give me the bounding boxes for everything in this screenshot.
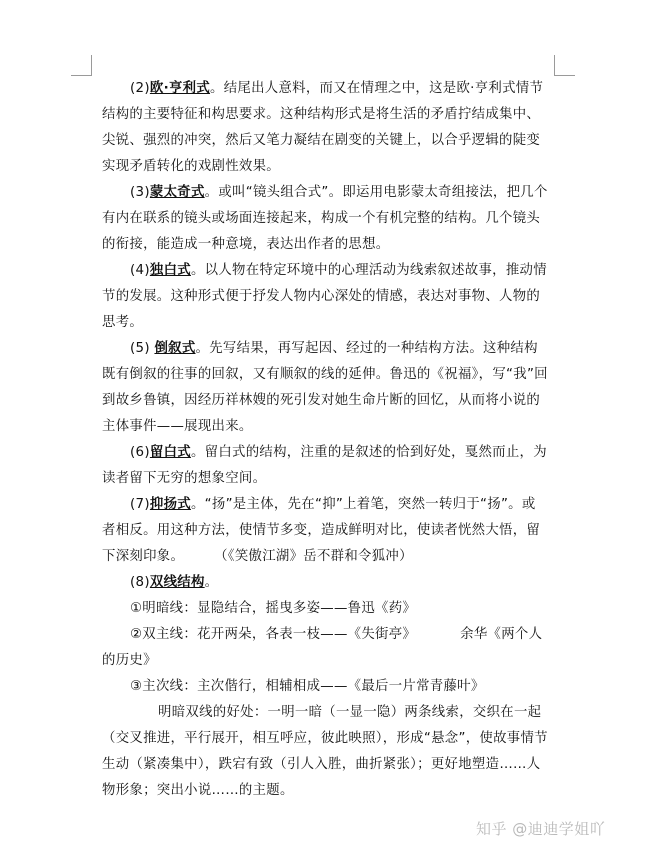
paragraph-closing: 明暗双线的好处：一明一暗（一显一隐）两条线索，交织在一起（交叉推进，平行展开，相互呼应，彼此映照），形成“悬念”，使故事情节生动（紧凑集中），跌宕有致（引人入胜，曲折紧张）；更好地塑造……人物形象；突出小说……的主题。: [102, 705, 548, 798]
paragraph-contrast: [102, 492, 549, 570]
item-number: (8): [130, 575, 150, 590]
term-flashback: 倒叙式: [154, 341, 196, 356]
paragraph-text: 。留白式的结构，注重的是叙述的恰到好处，戛然而止，为读者留下无穷的想象空间。: [102, 445, 547, 486]
list-item-text: ①明暗线：显隐结合，摇曳多姿——鲁迅《药》: [130, 601, 417, 616]
paragraph-text: 。或叫“镜头组合式”。即运用电影蒙太奇组接法，把几个有内在联系的镜头或场面连接起来，构成一个有机完整的结构。几个镜头的衔接，能造成一种意境，表达出作者的思想。: [102, 185, 548, 252]
item-number: (4): [130, 263, 150, 278]
page-corner-mark-top-right: [554, 55, 575, 76]
paragraph-text: 。结尾出人意料，而又在情理之中，这是欧·亨利式情节结构的主要特征和构思要求。这种结构形式是将生活的矛盾拧结成集中、尖锐、强烈的冲突，然后又笔力凝结在剧变的关键上，以合乎逻辑的陡变实现矛盾转化的戏剧性效果。: [102, 81, 544, 174]
item-number: (5): [130, 341, 150, 356]
paragraph-text: 。“扬”是主体，先在“抑”上着笔，突然一转归于“扬”。或者相反。用这种方法，使情节多变，造成鲜明对比，使读者恍然大悟，留下深刻印象。: [102, 497, 541, 564]
list-item-text: 余华《两个人的历史》: [102, 627, 543, 668]
item-number: (7): [130, 497, 150, 512]
page-corner-mark-top-left: [71, 55, 92, 76]
list-item-dual-main: [102, 622, 549, 674]
item-number: (2): [130, 81, 150, 96]
term-ouhenry: 欧·亨利式: [149, 81, 211, 96]
term-monologue: 独白式: [149, 263, 191, 278]
paragraph-text: 。以人物在特定环境中的心理活动为线索叙述故事，推动情节的发展。这种形式便于抒发人物内心深处的情感，表达对事物、人物的思考。: [102, 263, 547, 330]
list-item-main-minor: [102, 674, 549, 700]
item-number: (3): [130, 185, 150, 200]
paragraph-text: 。: [204, 575, 219, 590]
list-item-text: ③主次线：主次偕行，相辅相成——《最后一片常青藤叶》: [130, 679, 485, 694]
paragraph-double-line: [102, 570, 549, 596]
paragraph-flashback: [102, 336, 549, 440]
term-double-line: 双线结构: [149, 575, 205, 590]
paragraph-note: （《笑傲江湖》岳不群和令狐冲）: [214, 549, 413, 564]
term-contrast: 抑扬式: [149, 497, 191, 512]
list-item-light-dark: [102, 596, 549, 622]
term-montage: 蒙太奇式: [149, 185, 205, 200]
paragraph-ouhenry: [102, 76, 549, 180]
document-body: [102, 76, 549, 804]
paragraph-blank: [102, 440, 549, 492]
item-number: (6): [130, 445, 150, 460]
watermark: 知乎 @迪迪学姐吖: [476, 820, 606, 838]
paragraph-monologue: [102, 258, 549, 336]
list-item-text: ②双主线：花开两朵，各表一枝——《失街亭》: [130, 627, 417, 642]
paragraph-text: 。先写结果，再写起因、经过的一种结构方法。这种结构既有倒叙的往事的回叙，又有顺叙的线的延伸。鲁迅的《祝福》，写“我”回到故乡鲁镇，因经历祥林嫂的死引发对她生命片断的回忆，从而将小说的主体事件——展现出来。: [102, 341, 548, 434]
paragraph-montage: [102, 180, 549, 258]
term-blank: 留白式: [149, 445, 191, 460]
